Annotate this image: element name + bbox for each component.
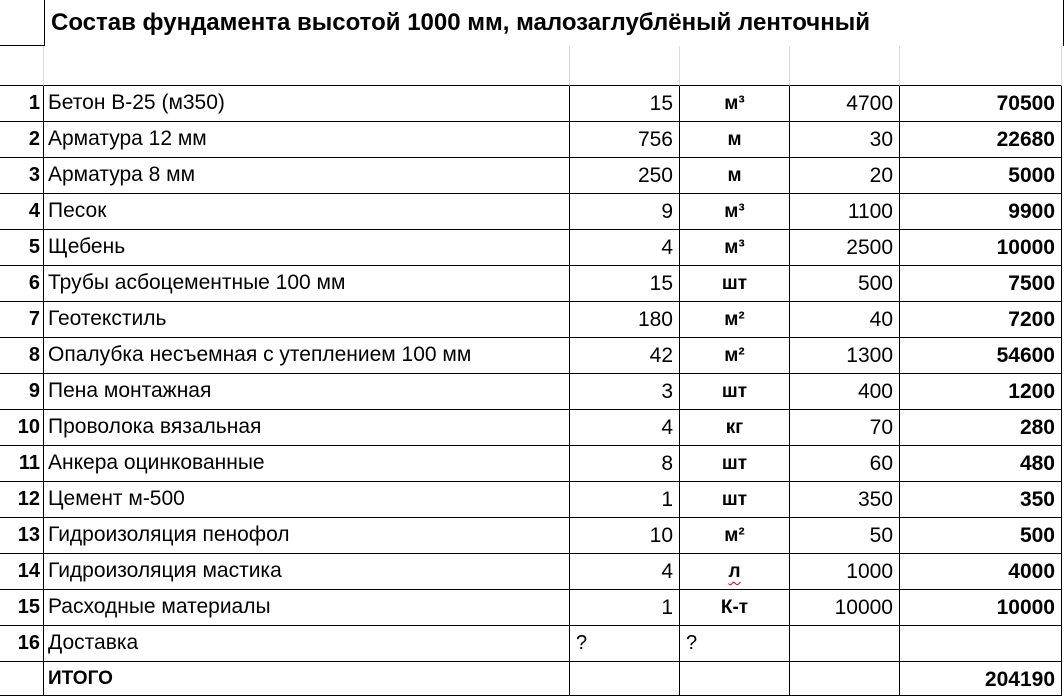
- material-name[interactable]: Арматура 8 мм: [44, 158, 570, 194]
- line-total[interactable]: 70500: [900, 86, 1062, 122]
- quantity[interactable]: 8: [570, 446, 680, 482]
- empty-cell[interactable]: [680, 46, 790, 86]
- row-number[interactable]: 7: [0, 302, 44, 338]
- empty-cell[interactable]: [0, 46, 44, 86]
- unit-text: К-т: [720, 597, 749, 618]
- unit[interactable]: ?: [680, 626, 790, 662]
- empty-cell[interactable]: [900, 46, 1062, 86]
- unit[interactable]: [680, 266, 790, 302]
- unit[interactable]: [680, 410, 790, 446]
- unit[interactable]: [680, 158, 790, 194]
- line-total[interactable]: 9900: [900, 194, 1062, 230]
- unit-text: м: [727, 165, 742, 186]
- unit-price[interactable]: 2500: [790, 230, 900, 266]
- row-number[interactable]: 10: [0, 410, 44, 446]
- table-row-total: [0, 662, 1064, 696]
- empty-cell[interactable]: [44, 46, 570, 86]
- unit-text: кг: [725, 417, 744, 438]
- unit-text: шт: [721, 489, 748, 510]
- quantity[interactable]: 250: [570, 158, 680, 194]
- unit[interactable]: [680, 122, 790, 158]
- line-total[interactable]: 22680: [900, 122, 1062, 158]
- unit-text: м³: [724, 201, 745, 222]
- table-row: [0, 590, 1064, 626]
- row-number[interactable]: 2: [0, 122, 44, 158]
- material-name[interactable]: Анкера оцинкованные: [44, 446, 570, 482]
- unit-price[interactable]: 10000: [790, 590, 900, 626]
- row-number[interactable]: 13: [0, 518, 44, 554]
- unit-text: м: [727, 129, 742, 150]
- quantity[interactable]: 9: [570, 194, 680, 230]
- quantity[interactable]: 1: [570, 482, 680, 518]
- table-row: [0, 518, 1064, 554]
- unit[interactable]: [680, 194, 790, 230]
- line-total[interactable]: 480: [900, 446, 1062, 482]
- unit-price[interactable]: 350: [790, 482, 900, 518]
- line-total[interactable]: 7500: [900, 266, 1062, 302]
- unit-price[interactable]: 20: [790, 158, 900, 194]
- material-name[interactable]: Гидроизоляция пенофол: [44, 518, 570, 554]
- quantity[interactable]: 4: [570, 230, 680, 266]
- table-row: [0, 338, 1064, 374]
- table-row: [0, 446, 1064, 482]
- unit-price[interactable]: 1100: [790, 194, 900, 230]
- line-total[interactable]: 54600: [900, 338, 1062, 374]
- material-name[interactable]: Гидроизоляция мастика: [44, 554, 570, 590]
- material-name[interactable]: Проволока вязальная: [44, 410, 570, 446]
- table-row: [0, 230, 1064, 266]
- unit-price[interactable]: 500: [790, 266, 900, 302]
- empty-cell[interactable]: [570, 46, 680, 86]
- table-row: [0, 302, 1064, 338]
- unit-text: м²: [724, 345, 745, 366]
- line-total[interactable]: 10000: [900, 590, 1062, 626]
- unit[interactable]: [680, 662, 790, 696]
- unit-text: м²: [724, 309, 745, 330]
- row-number[interactable]: 3: [0, 158, 44, 194]
- unit-price[interactable]: 70: [790, 410, 900, 446]
- total-label[interactable]: ИТОГО: [44, 662, 570, 696]
- unit[interactable]: [680, 446, 790, 482]
- unit[interactable]: [680, 302, 790, 338]
- quantity[interactable]: 180: [570, 302, 680, 338]
- unit-text: м²: [724, 525, 745, 546]
- line-total[interactable]: 4000: [900, 554, 1062, 590]
- sheet-title[interactable]: Состав фундамента высотой 1000 мм, малозаглублёный ленточный: [44, 0, 1064, 46]
- quantity[interactable]: [570, 662, 680, 696]
- quantity[interactable]: 4: [570, 410, 680, 446]
- material-name[interactable]: Цемент м-500: [44, 482, 570, 518]
- line-total[interactable]: 10000: [900, 230, 1062, 266]
- unit[interactable]: [680, 482, 790, 518]
- quantity[interactable]: 4: [570, 554, 680, 590]
- quantity[interactable]: 10: [570, 518, 680, 554]
- table-row-delivery: [0, 626, 1064, 662]
- row-number[interactable]: 5: [0, 230, 44, 266]
- material-name[interactable]: Щебень: [44, 230, 570, 266]
- unit-price[interactable]: 60: [790, 446, 900, 482]
- line-total[interactable]: [900, 626, 1062, 662]
- quantity[interactable]: ?: [570, 626, 680, 662]
- unit-text: шт: [721, 381, 748, 402]
- unit[interactable]: [680, 230, 790, 266]
- row-number[interactable]: 9: [0, 374, 44, 410]
- unit-price[interactable]: 30: [790, 122, 900, 158]
- table-row: [0, 266, 1064, 302]
- unit-text: шт: [721, 273, 748, 294]
- quantity[interactable]: 1: [570, 590, 680, 626]
- unit-price[interactable]: 1300: [790, 338, 900, 374]
- row-number[interactable]: 6: [0, 266, 44, 302]
- quantity[interactable]: 3: [570, 374, 680, 410]
- table-row: [0, 482, 1064, 518]
- unit-price[interactable]: 50: [790, 518, 900, 554]
- quantity[interactable]: 42: [570, 338, 680, 374]
- table-row: [0, 158, 1064, 194]
- line-total[interactable]: 280: [900, 410, 1062, 446]
- material-name[interactable]: Пена монтажная: [44, 374, 570, 410]
- material-name[interactable]: Песок: [44, 194, 570, 230]
- unit-price[interactable]: 1000: [790, 554, 900, 590]
- unit-text: шт: [721, 453, 748, 474]
- table-row: [0, 86, 1064, 122]
- material-name[interactable]: Опалубка несъемная с утеплением 100 мм: [44, 338, 570, 374]
- unit-text: м³: [724, 93, 745, 114]
- unit-price[interactable]: 4700: [790, 86, 900, 122]
- unit[interactable]: [680, 554, 790, 590]
- quantity[interactable]: 756: [570, 122, 680, 158]
- unit[interactable]: [680, 86, 790, 122]
- row-number[interactable]: 14: [0, 554, 44, 590]
- unit-text: л: [728, 561, 741, 582]
- material-name[interactable]: Доставка: [44, 626, 570, 662]
- unit-price[interactable]: [790, 626, 900, 662]
- row-number[interactable]: 8: [0, 338, 44, 374]
- title-row: [0, 0, 1064, 46]
- material-name[interactable]: Трубы асбоцементные 100 мм: [44, 266, 570, 302]
- table-row: [0, 194, 1064, 230]
- material-name[interactable]: Бетон В-25 (м350): [44, 86, 570, 122]
- table-row: [0, 122, 1064, 158]
- line-total[interactable]: 5000: [900, 158, 1062, 194]
- unit[interactable]: [680, 338, 790, 374]
- empty-row: [0, 46, 1064, 86]
- line-total[interactable]: 7200: [900, 302, 1062, 338]
- row-number[interactable]: 1: [0, 86, 44, 122]
- row-number[interactable]: 12: [0, 482, 44, 518]
- row-number[interactable]: 11: [0, 446, 44, 482]
- row-number[interactable]: 15: [0, 590, 44, 626]
- unit[interactable]: [680, 590, 790, 626]
- empty-cell[interactable]: [790, 46, 900, 86]
- row-number[interactable]: 16: [0, 626, 44, 662]
- unit[interactable]: [680, 374, 790, 410]
- title-row-number-cell[interactable]: [0, 0, 44, 46]
- row-number[interactable]: 4: [0, 194, 44, 230]
- unit-price[interactable]: 40: [790, 302, 900, 338]
- table-row: [0, 554, 1064, 590]
- material-name[interactable]: Расходные материалы: [44, 590, 570, 626]
- unit-price[interactable]: [790, 662, 900, 696]
- line-total[interactable]: 500: [900, 518, 1062, 554]
- unit-text: м³: [724, 237, 745, 258]
- material-name[interactable]: Арматура 12 мм: [44, 122, 570, 158]
- line-total[interactable]: 1200: [900, 374, 1062, 410]
- row-number[interactable]: [0, 662, 44, 696]
- line-total[interactable]: 350: [900, 482, 1062, 518]
- quantity[interactable]: 15: [570, 266, 680, 302]
- material-name[interactable]: Геотекстиль: [44, 302, 570, 338]
- table-row: [0, 374, 1064, 410]
- unit[interactable]: [680, 518, 790, 554]
- grand-total[interactable]: 204190: [900, 662, 1062, 696]
- unit-price[interactable]: 400: [790, 374, 900, 410]
- quantity[interactable]: 15: [570, 86, 680, 122]
- table-row: [0, 410, 1064, 446]
